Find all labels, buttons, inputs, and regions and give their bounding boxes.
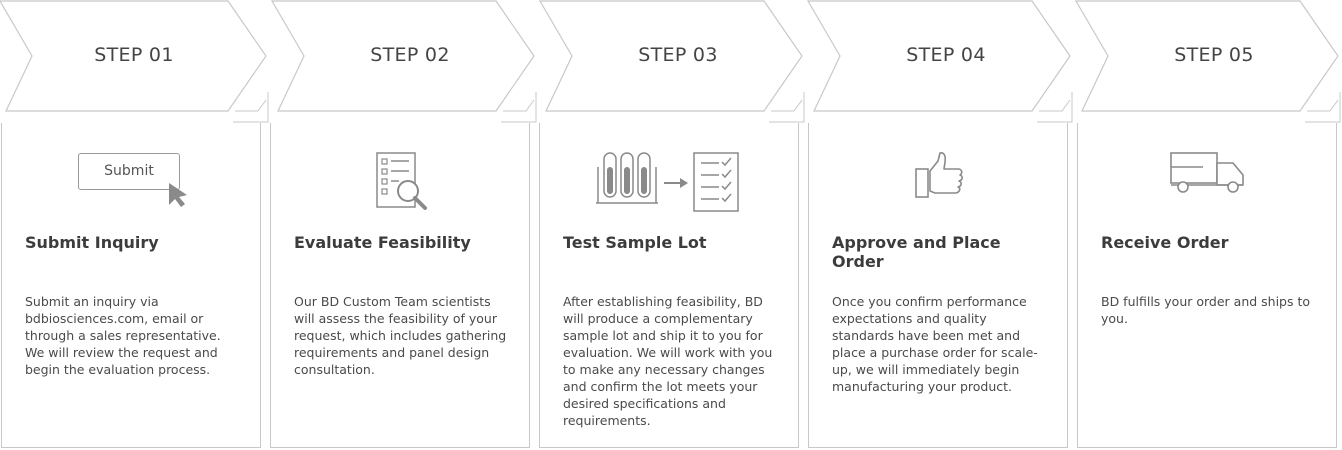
thumbs-up-icon	[809, 151, 1067, 221]
step-description: After establishing feasibility, BD will produce a complementary sample lot and ship it to you for evaluation. We will work with you to make any necessary changes and confirm the lot meets your desired specifications and requirements.	[563, 294, 773, 428]
checklist-magnifier-icon	[271, 151, 529, 221]
step-card-5	[1077, 123, 1337, 448]
step-description: Our BD Custom Team scientists will assess the feasibility of your request, which includes gathering requirements and panel design consultation.	[294, 294, 507, 377]
step-title: Approve and Place Order	[832, 233, 1001, 271]
step-banner-5	[1072, 0, 1340, 123]
step-card-2	[270, 123, 530, 448]
step-description: BD fulfills your order and ships to you.	[1101, 294, 1311, 326]
step-banner-3	[536, 0, 804, 123]
step-title: Submit Inquiry	[25, 233, 159, 252]
submit-button-illustration: Submit	[78, 153, 180, 190]
step-title: Test Sample Lot	[563, 233, 707, 252]
step-label: STEP 05	[1174, 44, 1254, 66]
step-label: STEP 03	[638, 44, 718, 66]
step-label: STEP 04	[906, 44, 986, 66]
delivery-truck-icon	[1078, 151, 1336, 221]
step-description: Once you confirm performance expectations and quality standards have been met and place a purchase order for scale-up, we will immediately begin manufacturing your product.	[832, 294, 1038, 394]
step-banner-4	[804, 0, 1072, 123]
step-card-1	[1, 123, 261, 448]
step-card-4	[808, 123, 1068, 448]
step-card-3	[539, 123, 799, 448]
cursor-arrow-icon	[164, 180, 194, 210]
step-label: STEP 01	[94, 44, 174, 66]
test-tubes-checklist-icon	[540, 151, 798, 221]
step-label: STEP 02	[370, 44, 450, 66]
step-title: Evaluate Feasibility	[294, 233, 471, 252]
step-title: Receive Order	[1101, 233, 1229, 252]
step-description: Submit an inquiry via bdbiosciences.com, email or through a sales representative. We will review the request and begin the evaluation process.	[25, 294, 221, 377]
step-banner-1	[0, 0, 268, 123]
step-banner-2	[268, 0, 536, 123]
